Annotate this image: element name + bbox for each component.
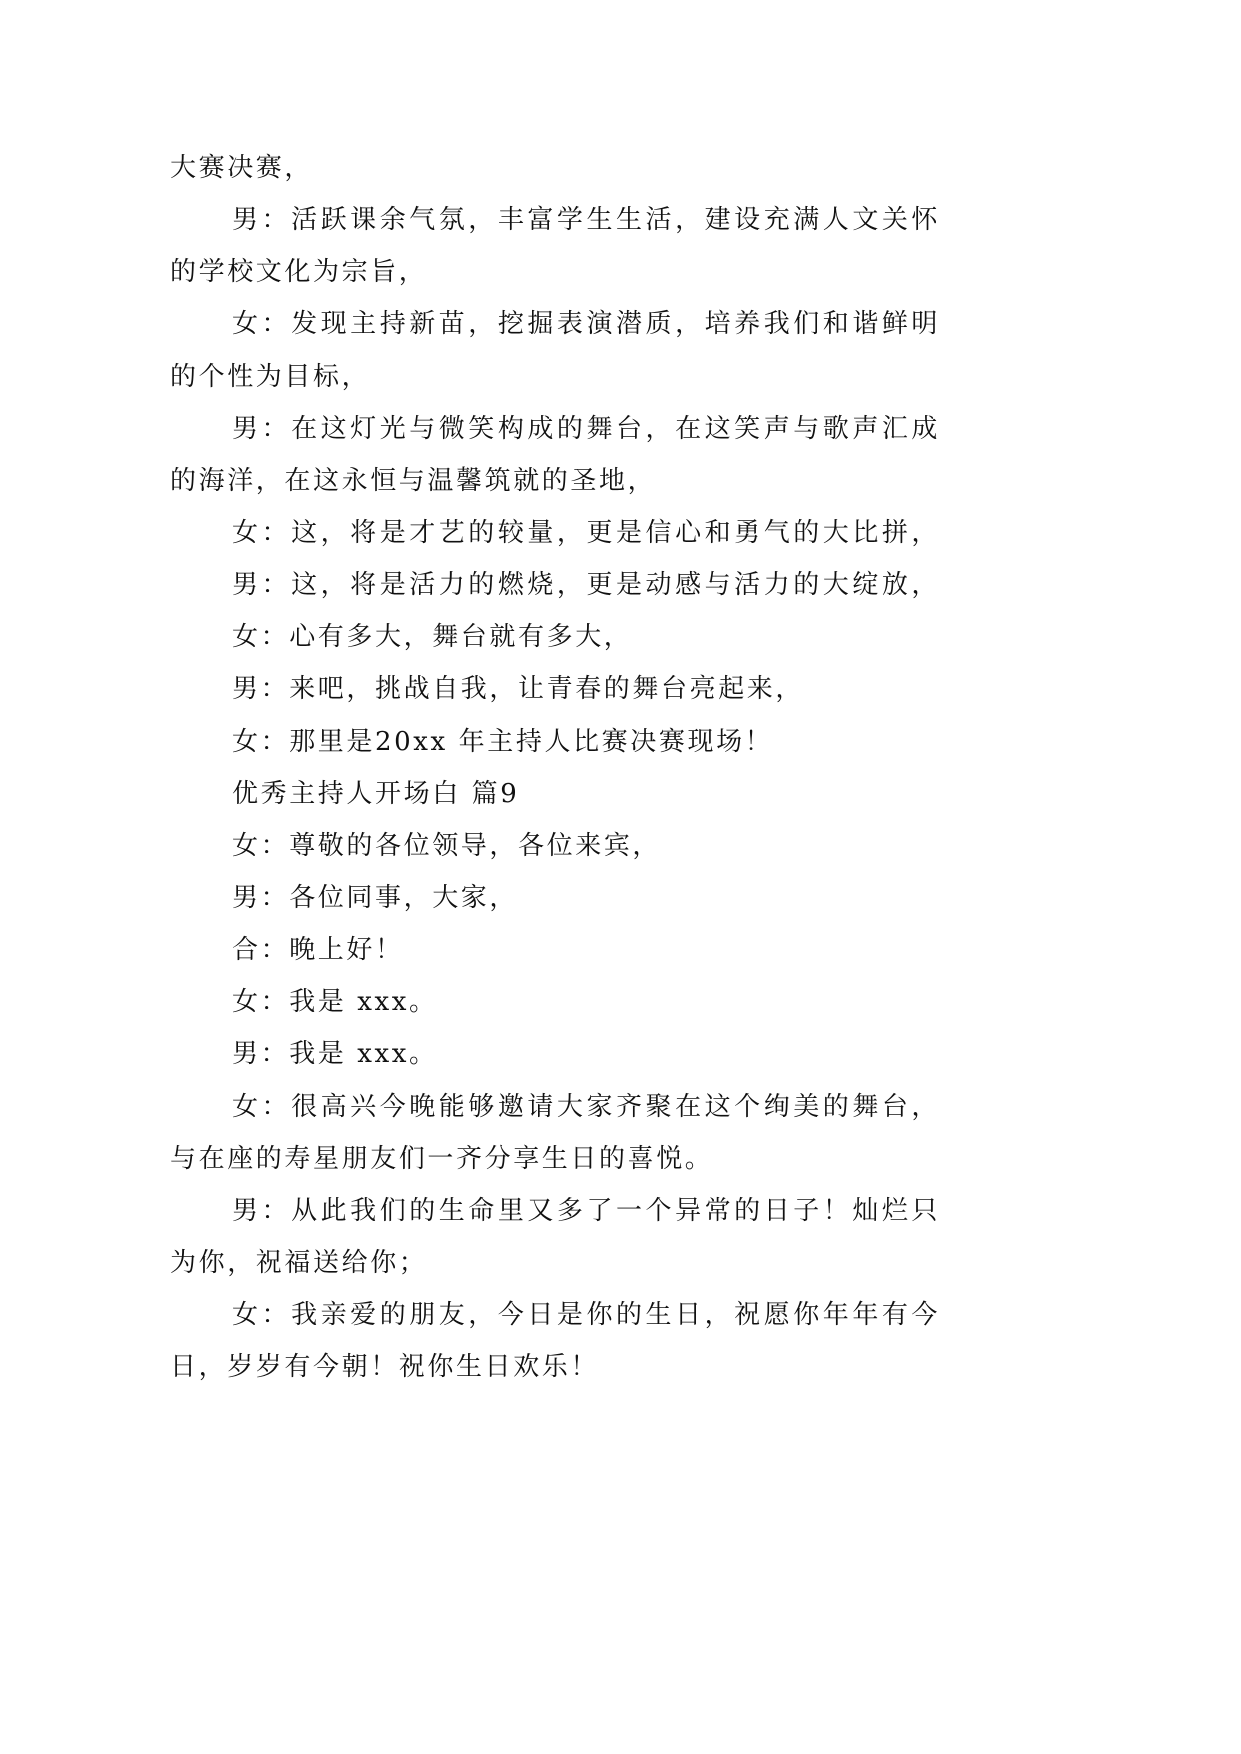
paragraph <box>170 663 940 715</box>
paragraph <box>170 1081 940 1185</box>
paragraph-line: 大赛决赛， <box>170 153 314 183</box>
paragraph-line: 女：我亲爱的朋友，今日是你的生日，祝愿你年年有今 <box>232 1300 940 1331</box>
paragraph <box>170 872 940 924</box>
paragraph <box>170 559 940 611</box>
document-body <box>170 142 940 1393</box>
paragraph-line: 女：我是 xxx。 <box>232 987 438 1018</box>
paragraph-line: 男：我是 xxx。 <box>232 1039 438 1070</box>
paragraph <box>170 194 940 298</box>
paragraph-line: 合：晚上好！ <box>232 935 404 966</box>
paragraph <box>170 1185 940 1289</box>
paragraph <box>170 298 940 402</box>
paragraph <box>170 507 940 559</box>
paragraph-line: 与在座的寿星朋友们一齐分享生日的喜悦。 <box>170 1143 714 1174</box>
paragraph-line: 日，岁岁有今朝！祝你生日欢乐！ <box>170 1352 600 1383</box>
paragraph-line: 男：活跃课余气氛，丰富学生生活，建设充满人文关怀 <box>232 205 940 236</box>
paragraph-line: 女：很高兴今晚能够邀请大家齐聚在这个绚美的舞台， <box>232 1091 940 1122</box>
paragraph-line: 女：这，将是才艺的较量，更是信心和勇气的大比拼， <box>232 517 940 548</box>
paragraph-line: 女：那里是20xx 年主持人比赛决赛现场！ <box>232 726 774 757</box>
section-heading-text: 优秀主持人开场白 篇9 <box>232 778 520 809</box>
paragraph <box>170 716 940 768</box>
paragraph-line: 男：在这灯光与微笑构成的舞台，在这笑声与歌声汇成 <box>232 413 940 444</box>
paragraph-line: 为你，祝福送给你； <box>170 1247 428 1278</box>
paragraph-line: 女：发现主持新苗，挖掘表演潜质，培养我们和谐鲜明 <box>232 309 940 340</box>
paragraph <box>170 924 940 976</box>
paragraph-line: 男：各位同事，大家， <box>232 882 519 913</box>
paragraph-line: 的个性为目标， <box>170 361 371 392</box>
paragraph <box>170 976 940 1028</box>
paragraph-line: 的海洋，在这永恒与温馨筑就的圣地， <box>170 465 657 496</box>
paragraph-line: 男：这，将是活力的燃烧，更是动感与活力的大绽放， <box>232 570 940 601</box>
paragraph-line: 男：从此我们的生命里又多了一个异常的日子！灿烂只 <box>232 1195 940 1226</box>
paragraph <box>170 142 940 194</box>
section-heading <box>170 768 940 820</box>
paragraph <box>170 1289 940 1393</box>
paragraph-line: 男：来吧，挑战自我，让青春的舞台亮起来， <box>232 674 805 705</box>
paragraph <box>170 403 940 507</box>
paragraph-line: 的学校文化为宗旨， <box>170 257 428 288</box>
paragraph-line: 女：心有多大，舞台就有多大， <box>232 622 633 653</box>
paragraph <box>170 820 940 872</box>
paragraph <box>170 611 940 663</box>
paragraph <box>170 1028 940 1080</box>
paragraph-line: 女：尊敬的各位领导，各位来宾， <box>232 830 662 861</box>
